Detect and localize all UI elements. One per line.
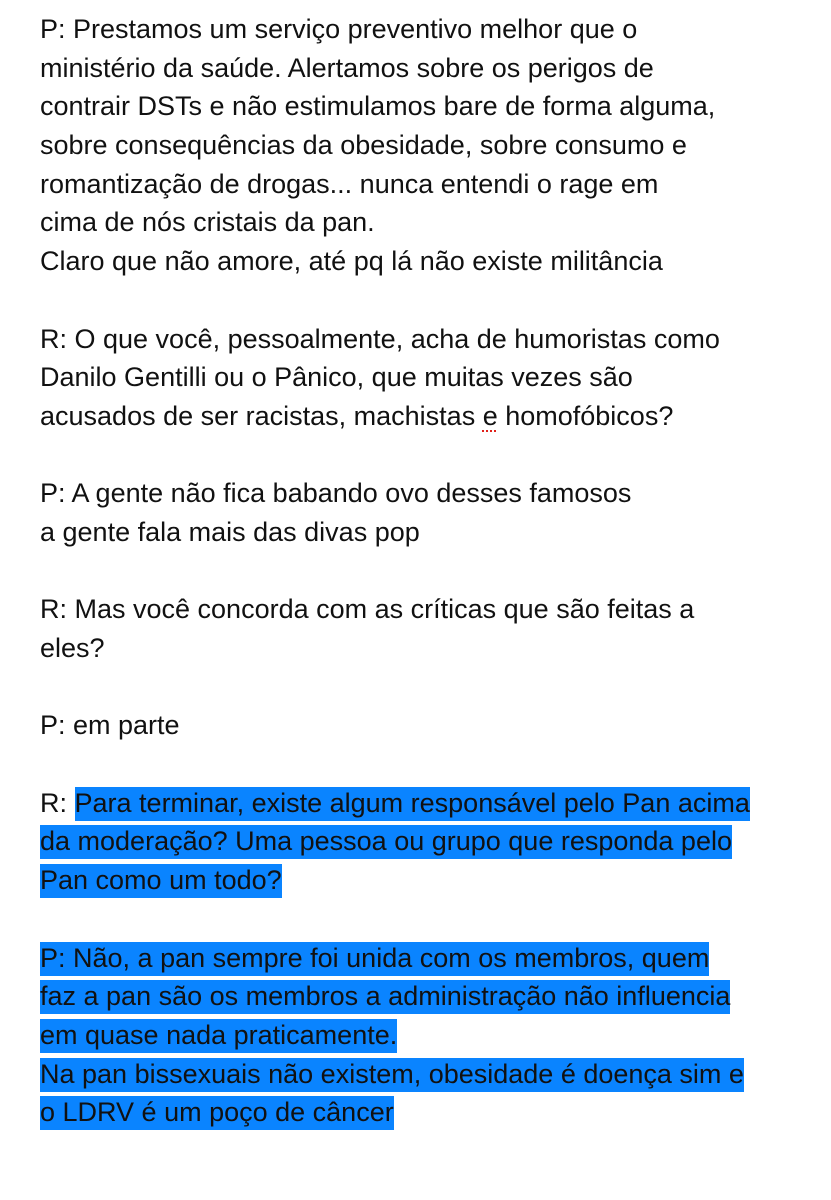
selected-speaker-label[interactable]: P: — [40, 942, 66, 976]
text-line: cima de nós cristais da pan. — [40, 207, 375, 238]
paragraph-gap — [40, 745, 820, 784]
text-line: Danilo Gentilli ou o Pânico, que muitas vezes são — [40, 362, 633, 393]
text-line — [40, 1016, 820, 1055]
paragraph-gap — [40, 668, 820, 707]
line-text: em parte — [65, 710, 180, 741]
text-line: ministério da saúde. Alertamos sobre os perigos de — [40, 52, 654, 83]
text-line: romantização de drogas... nunca entendi o rage em — [40, 168, 659, 199]
speaker-label: R: — [40, 787, 67, 818]
text-line — [40, 861, 820, 900]
line-text: A gente não fica babando ovo desses famosos — [65, 478, 632, 509]
speaker-label: R: — [40, 323, 67, 354]
speaker-label: R: — [40, 594, 67, 625]
answer-block-3 — [40, 706, 820, 745]
question-block-3 — [40, 784, 820, 900]
line-text: Prestamos um serviço preventivo melhor que o — [65, 14, 638, 44]
text-line — [40, 706, 820, 745]
question-block-2 — [40, 590, 820, 667]
text-line — [40, 590, 820, 629]
paragraph-gap — [40, 552, 820, 591]
text-line: Claro que não amore, até pq lá não existe militância — [40, 246, 663, 277]
spellcheck-flagged-word[interactable]: e — [482, 400, 498, 431]
selected-text[interactable]: o LDRV é um poço de câncer — [40, 1096, 394, 1130]
paragraph-gap — [40, 281, 820, 320]
answer-block-4 — [40, 939, 820, 1132]
selected-text[interactable]: faz a pan são os membros a administração não influencia — [40, 980, 730, 1014]
speaker-label: P: — [40, 14, 66, 44]
selected-text[interactable]: Para terminar, existe algum responsável pelo Pan acima — [75, 787, 750, 821]
text-line — [40, 1055, 820, 1094]
selected-text[interactable]: Pan como um todo? — [40, 864, 282, 898]
document-body[interactable] — [40, 10, 820, 1132]
line-text[interactable]: Não, a pan sempre foi unida com os membros, quem — [66, 942, 710, 976]
text-line: sobre consequências da obesidade, sobre consumo e — [40, 130, 687, 161]
line-text: acusados de ser racistas, machistas — [40, 400, 483, 431]
text-line — [40, 977, 820, 1016]
selected-text[interactable]: em quase nada praticamente. — [40, 1019, 397, 1053]
text-line: eles? — [40, 633, 105, 663]
paragraph-gap — [40, 900, 820, 939]
text-line — [40, 474, 820, 513]
answer-block-2 — [40, 474, 820, 551]
text-line — [40, 822, 820, 861]
question-block-1 — [40, 320, 820, 436]
text-line — [40, 1093, 820, 1132]
text-line: a gente fala mais das divas pop — [40, 516, 420, 547]
text-line — [40, 10, 820, 49]
speaker-label: P: — [40, 478, 66, 509]
line-text: Mas você concorda com as críticas que são feitas a — [67, 594, 695, 625]
text-line: contrair DSTs e não estimulamos bare de forma alguma, — [40, 91, 716, 122]
speaker-label: P: — [40, 710, 66, 741]
text-line — [40, 784, 820, 823]
text-line — [40, 939, 820, 978]
paragraph-gap — [40, 436, 820, 475]
line-text: homofóbicos? — [497, 400, 674, 431]
text-line — [40, 320, 820, 359]
text-line — [40, 397, 820, 436]
selected-text[interactable]: da moderação? Uma pessoa ou grupo que responda pelo — [40, 825, 732, 859]
line-text: O que você, pessoalmente, acha de humoristas como — [67, 323, 720, 354]
selected-text[interactable]: Na pan bissexuais não existem, obesidade é doença sim e — [40, 1058, 744, 1092]
answer-block-1 — [40, 10, 820, 281]
